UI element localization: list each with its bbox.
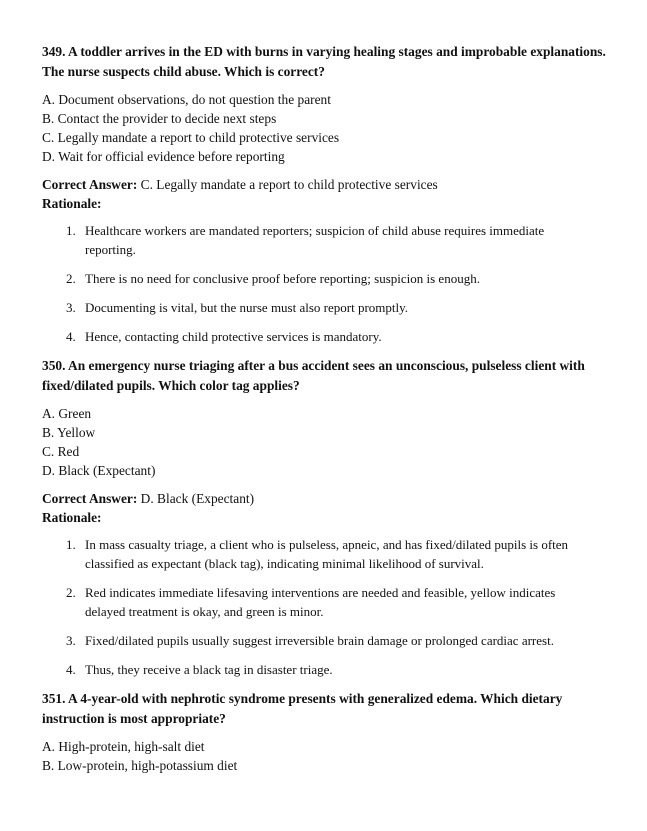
question-text: 350. An emergency nurse triaging after a bus accident sees an unconscious, pulseless client with fixed/dilated pupils. Which color tag applies? <box>42 358 585 393</box>
rationale-list <box>42 221 607 346</box>
option-c: C. Red <box>42 444 80 459</box>
option-a: A. Green <box>42 406 92 421</box>
correct-answer-label: Correct Answer: <box>42 177 138 192</box>
option-d: D. Black (Expectant) <box>42 463 156 478</box>
option-a: A. Document observations, do not question the parent <box>42 92 331 107</box>
option-b: B. Low-protein, high-potassium diet <box>42 758 238 773</box>
rationale-item <box>66 660 607 679</box>
rationale-item <box>66 298 607 317</box>
correct-answer-text: C. Legally mandate a report to child protective services <box>140 177 438 192</box>
rationale-number: 3. <box>66 300 76 315</box>
options-list <box>42 404 607 480</box>
question-text: 351. A 4-year-old with nephrotic syndrome presents with generalized edema. Which dietary instruction is most appropriate? <box>42 691 563 726</box>
rationale-number: 4. <box>66 329 76 344</box>
correct-answer-text: D. Black (Expectant) <box>140 491 255 506</box>
rationale-number: 2. <box>66 271 76 286</box>
rationale-number: 2. <box>66 585 76 600</box>
rationale-item <box>66 269 607 288</box>
option-b: B. Contact the provider to decide next steps <box>42 111 277 126</box>
rationale-item <box>66 583 607 621</box>
options-list <box>42 737 607 775</box>
options-list <box>42 90 607 166</box>
correct-answer <box>42 489 607 508</box>
question-349 <box>42 42 607 346</box>
rationale-list <box>42 535 607 679</box>
question-350 <box>42 356 607 679</box>
question-text: 349. A toddler arrives in the ED with burns in varying healing stages and improbable explanations. The nurse suspects child abuse. Which is correct? <box>42 44 606 79</box>
question-351 <box>42 689 607 775</box>
document-page <box>42 42 607 784</box>
rationale-item <box>66 221 607 259</box>
rationale-label: Rationale: <box>42 196 102 211</box>
rationale-text: Fixed/dilated pupils usually suggest irreversible brain damage or prolonged cardiac arrest. <box>85 633 554 648</box>
correct-answer-label: Correct Answer: <box>42 491 138 506</box>
rationale-text: Red indicates immediate lifesaving interventions are needed and feasible, yellow indicates delayed treatment is okay, and green is minor. <box>85 585 556 619</box>
option-b: B. Yellow <box>42 425 96 440</box>
option-d: D. Wait for official evidence before reporting <box>42 149 285 164</box>
rationale-label: Rationale: <box>42 510 102 525</box>
rationale-text: Hence, contacting child protective services is mandatory. <box>85 329 382 344</box>
correct-answer <box>42 175 607 194</box>
option-a: A. High-protein, high-salt diet <box>42 739 205 754</box>
rationale-text: Thus, they receive a black tag in disaster triage. <box>85 662 333 677</box>
rationale-number: 4. <box>66 662 76 677</box>
rationale-text: Documenting is vital, but the nurse must also report promptly. <box>85 300 409 315</box>
rationale-item <box>66 535 607 573</box>
rationale-text: Healthcare workers are mandated reporters; suspicion of child abuse requires immediate reporting. <box>85 223 545 257</box>
option-c: C. Legally mandate a report to child protective services <box>42 130 340 145</box>
rationale-text: In mass casualty triage, a client who is pulseless, apneic, and has fixed/dilated pupils is often classified as expectant (black tag), indicating minimal likelihood of survival. <box>85 537 569 571</box>
rationale-number: 1. <box>66 537 76 552</box>
rationale-number: 1. <box>66 223 76 238</box>
rationale-number: 3. <box>66 633 76 648</box>
rationale-item <box>66 631 607 650</box>
rationale-item <box>66 327 607 346</box>
rationale-text: There is no need for conclusive proof before reporting; suspicion is enough. <box>85 271 480 286</box>
